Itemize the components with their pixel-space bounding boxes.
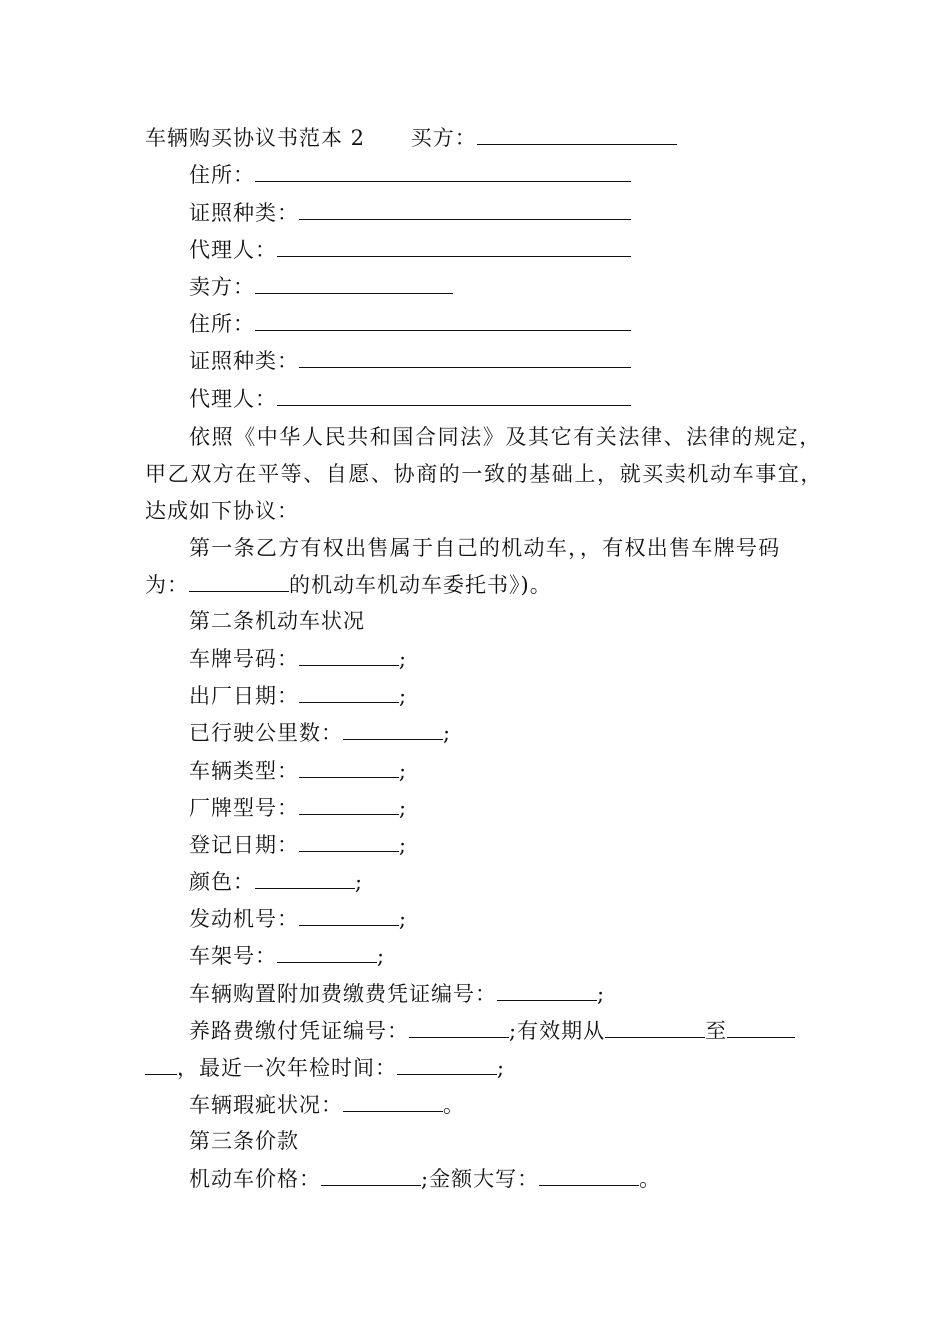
mileage-field[interactable]: [343, 719, 443, 740]
price-field[interactable]: [321, 1165, 421, 1186]
buyer-agent-field[interactable]: [277, 236, 631, 257]
reg-date-field[interactable]: [299, 831, 399, 852]
price-period: 。: [639, 1167, 662, 1191]
plate-label: 车牌号码：: [189, 647, 299, 671]
inspection-label: ，最近一次年检时间：: [177, 1056, 397, 1080]
buyer-address-field[interactable]: [255, 161, 631, 182]
buyer-label: 买方：: [410, 126, 477, 150]
amount-words-label: ;金额大写：: [421, 1167, 540, 1191]
buyer-agent-label: 代理人：: [189, 238, 277, 262]
mileage-semicolon: ;: [443, 721, 452, 745]
frame-no-label: 车架号：: [189, 944, 277, 968]
vehicle-type-semicolon: ;: [399, 759, 408, 783]
preamble-line-2: 甲乙双方在平等、自愿、协商的一致的基础上，就买卖机动车事宜，: [145, 462, 823, 486]
road-fee-label: 养路费缴付凭证编号：: [189, 1019, 409, 1043]
defects-label: 车辆瑕疵状况：: [189, 1093, 343, 1117]
document-title: 车辆购买协议书范本 2: [145, 126, 366, 150]
seller-address-field[interactable]: [255, 310, 631, 331]
frame-no-field[interactable]: [277, 942, 377, 963]
seller-agent-field[interactable]: [277, 385, 631, 406]
article-3-heading: 第三条价款: [189, 1129, 299, 1153]
plate-field[interactable]: [299, 645, 399, 666]
valid-to-field-cont[interactable]: [145, 1054, 177, 1075]
preamble-line-1: 依照《中华人民共和国合同法》及其它有关法律、法律的规定，: [189, 425, 822, 449]
article-1-tail: 的机动车机动车委托书》)。: [289, 573, 552, 597]
brand-model-label: 厂牌型号：: [189, 796, 299, 820]
amount-words-field[interactable]: [539, 1165, 639, 1186]
seller-label: 卖方：: [189, 275, 255, 299]
inspection-semicolon: ;: [497, 1056, 506, 1080]
defects-field[interactable]: [343, 1091, 443, 1112]
article-1-plate-field[interactable]: [189, 571, 289, 592]
vehicle-type-label: 车辆类型：: [189, 759, 299, 783]
inspection-field[interactable]: [397, 1054, 497, 1075]
valid-to-field[interactable]: [727, 1017, 795, 1038]
vehicle-type-field[interactable]: [299, 757, 399, 778]
road-fee-valid-label: ;有效期从: [509, 1019, 606, 1043]
valid-from-field[interactable]: [605, 1017, 705, 1038]
preamble-line-3: 达成如下协议：: [145, 499, 299, 523]
article-1-for-label: 为：: [145, 573, 189, 597]
buyer-id-type-label: 证照种类：: [189, 201, 299, 225]
seller-agent-label: 代理人：: [189, 387, 277, 411]
color-semicolon: ;: [355, 870, 364, 894]
surcharge-label: 车辆购置附加费缴费凭证编号：: [189, 982, 497, 1006]
plate-semicolon: ;: [399, 647, 408, 671]
mfg-date-field[interactable]: [299, 682, 399, 703]
reg-date-semicolon: ;: [399, 833, 408, 857]
color-field[interactable]: [255, 868, 355, 889]
mfg-date-semicolon: ;: [399, 684, 408, 708]
seller-id-type-field[interactable]: [299, 347, 631, 368]
seller-address-label: 住所：: [189, 312, 255, 336]
brand-model-semicolon: ;: [399, 796, 408, 820]
article-2-heading: 第二条机动车状况: [189, 609, 365, 633]
color-label: 颜色：: [189, 870, 255, 894]
engine-no-field[interactable]: [299, 905, 399, 926]
price-label: 机动车价格：: [189, 1167, 321, 1191]
surcharge-semicolon: ;: [597, 982, 606, 1006]
frame-no-semicolon: ;: [377, 944, 386, 968]
buyer-field[interactable]: [477, 124, 677, 145]
buyer-id-type-field[interactable]: [299, 199, 631, 220]
article-1-line-1: 第一条乙方有权出售属于自己的机动车，，有权出售车牌号码: [189, 536, 781, 560]
buyer-address-label: 住所：: [189, 163, 255, 187]
valid-to-label: 至: [705, 1019, 728, 1043]
brand-model-field[interactable]: [299, 794, 399, 815]
seller-field[interactable]: [255, 273, 453, 294]
road-fee-field[interactable]: [409, 1017, 509, 1038]
engine-no-label: 发动机号：: [189, 907, 299, 931]
reg-date-label: 登记日期：: [189, 833, 299, 857]
mfg-date-label: 出厂日期：: [189, 684, 299, 708]
mileage-label: 已行驶公里数：: [189, 721, 343, 745]
seller-id-type-label: 证照种类：: [189, 349, 299, 373]
defects-period: 。: [443, 1093, 465, 1117]
engine-no-semicolon: ;: [399, 907, 408, 931]
surcharge-field[interactable]: [497, 980, 597, 1001]
